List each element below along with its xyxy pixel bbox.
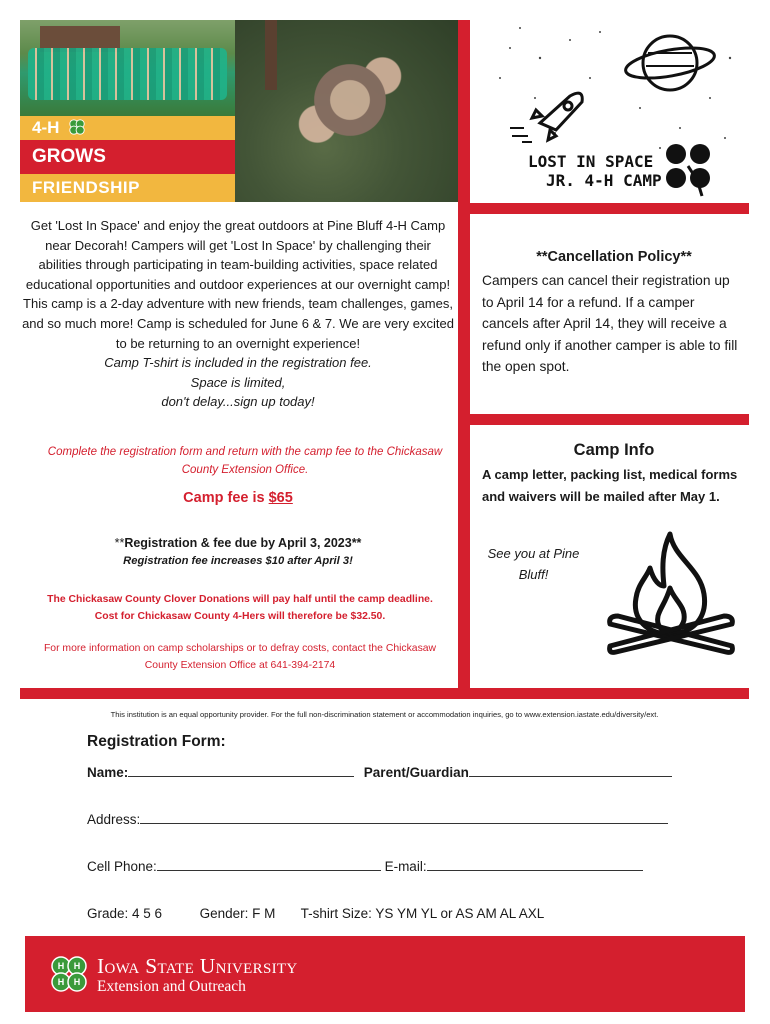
name-label: Name: — [87, 765, 129, 780]
university-name: Iowa State University — [97, 954, 298, 978]
logo-line2: JR. 4-H CAMP — [546, 171, 662, 190]
cancellation-body: Campers can cancel their registration up to April 14 for a refund. If a camper cancels after April 14, they will receive a refund only if another camper is able to fill the open spot. — [482, 273, 738, 374]
deadline-text: Registration & fee due by April 3, 2023** — [124, 536, 362, 550]
camp-fee-label: Camp fee is — [183, 490, 265, 506]
cancellation-title: **Cancellation Policy** — [536, 249, 692, 265]
tree-trunk — [265, 20, 277, 90]
isu-footer — [25, 936, 745, 1012]
grows-friendship-banner — [20, 116, 235, 202]
email-label: E-mail: — [384, 859, 427, 874]
divider-bottom — [20, 688, 749, 699]
phone-field[interactable] — [157, 859, 381, 871]
camp-fee-amount: $65 — [268, 490, 293, 506]
parent-label: Parent/Guardian — [363, 765, 469, 780]
signup-note: don't delay...sign up today! — [161, 394, 315, 410]
camp-info-title: Camp Info — [573, 441, 655, 459]
lost-in-space-logo — [480, 18, 748, 202]
campers-group — [28, 48, 227, 100]
deadline-prefix: ** — [114, 536, 125, 550]
intro-paragraph-1: Get 'Lost In Space' and enjoy the great outdoors at Pine Bluff 4-H Camp near Decorah! Campers will get 'Lost In Space' by challenging their abilities through participating in team-building activities, space related educational opportunities and outdoor experiences at our overnight camp! — [25, 218, 451, 292]
campfire-icon — [604, 528, 738, 666]
camp-description — [22, 216, 454, 412]
address-row — [87, 812, 668, 827]
phone-row — [87, 859, 643, 874]
clover-icon — [49, 954, 89, 994]
intro-paragraph-2: This camp is a 2-day adventure with new friends, team challenges, games, and so much more! Camp is scheduled for June 6 & 7. We are very excited to be returning to an overnight experience! — [22, 296, 454, 351]
svg-text:H: H — [73, 977, 81, 987]
clover-donation-note: The Chickasaw County Clover Donations will pay half until the camp deadline. Cost for Chickasaw County 4-Hers will therefore be $32.50. — [47, 594, 433, 622]
registration-deadline — [20, 536, 456, 550]
svg-text:H: H — [57, 977, 65, 987]
banner-friendship-line: FRIENDSHIP — [20, 174, 235, 202]
logo-line1: LOST IN SPACE — [528, 152, 654, 171]
divider-mid-right — [470, 414, 749, 425]
address-label: Address: — [87, 812, 141, 827]
tshirt-size-options[interactable]: T-shirt Size: YS YM YL or AS AM AL AXL — [300, 906, 545, 921]
camp-info-body: A camp letter, packing list, medical forms and waivers will be mailed after May 1. — [482, 467, 738, 504]
fee-increase-note: Registration fee increases $10 after April 3! — [123, 555, 353, 567]
clover-icon — [68, 118, 86, 136]
svg-text:H: H — [73, 961, 81, 971]
svg-text:H: H — [57, 961, 65, 971]
group-photo-right — [235, 20, 458, 202]
parent-field[interactable] — [469, 765, 672, 777]
rocket-icon — [510, 93, 582, 142]
email-field[interactable] — [427, 859, 643, 871]
address-field[interactable] — [140, 812, 668, 824]
grade-row — [87, 906, 544, 921]
clover-icon — [666, 144, 710, 196]
space-limited-note: Space is limited, — [190, 374, 286, 390]
eeo-statement: This institution is an equal opportunity provider. For the full non-discrimination statement or accommodation inquiries, go to www.extension.iastate.edu/diversity/ext. — [110, 710, 659, 719]
divider-top-right — [458, 203, 749, 214]
name-row — [87, 765, 672, 780]
extension-name: Extension and Outreach — [97, 978, 246, 995]
registration-form-title: Registration Form: — [87, 733, 226, 750]
name-field[interactable] — [128, 765, 354, 777]
campers-sitting — [285, 40, 415, 160]
phone-label: Cell Phone: — [87, 859, 157, 874]
planet-icon — [623, 36, 716, 90]
divider-vertical — [458, 20, 470, 696]
camp-fee — [20, 490, 456, 506]
registration-instructions: Complete the registration form and return with the camp fee to the Chickasaw County Extension Office. — [47, 446, 443, 476]
banner-grows-line: GROWS — [20, 140, 235, 174]
banner-4h-line — [20, 116, 235, 140]
grade-options[interactable]: Grade: 4 5 6 — [87, 906, 163, 921]
gender-options[interactable]: Gender: F M — [199, 906, 276, 921]
banner-4h-text: 4-H — [32, 118, 60, 137]
tshirt-note: Camp T-shirt is included in the registration fee. — [104, 355, 372, 371]
camp-logo-text — [528, 152, 662, 190]
see-you-note: See you at Pine Bluff! — [487, 546, 580, 582]
group-photo-left — [20, 20, 235, 116]
scholarship-note: For more information on camp scholarships or to defray costs, contact the Chickasaw County Extension Office at 641-394-2174 — [43, 643, 437, 671]
